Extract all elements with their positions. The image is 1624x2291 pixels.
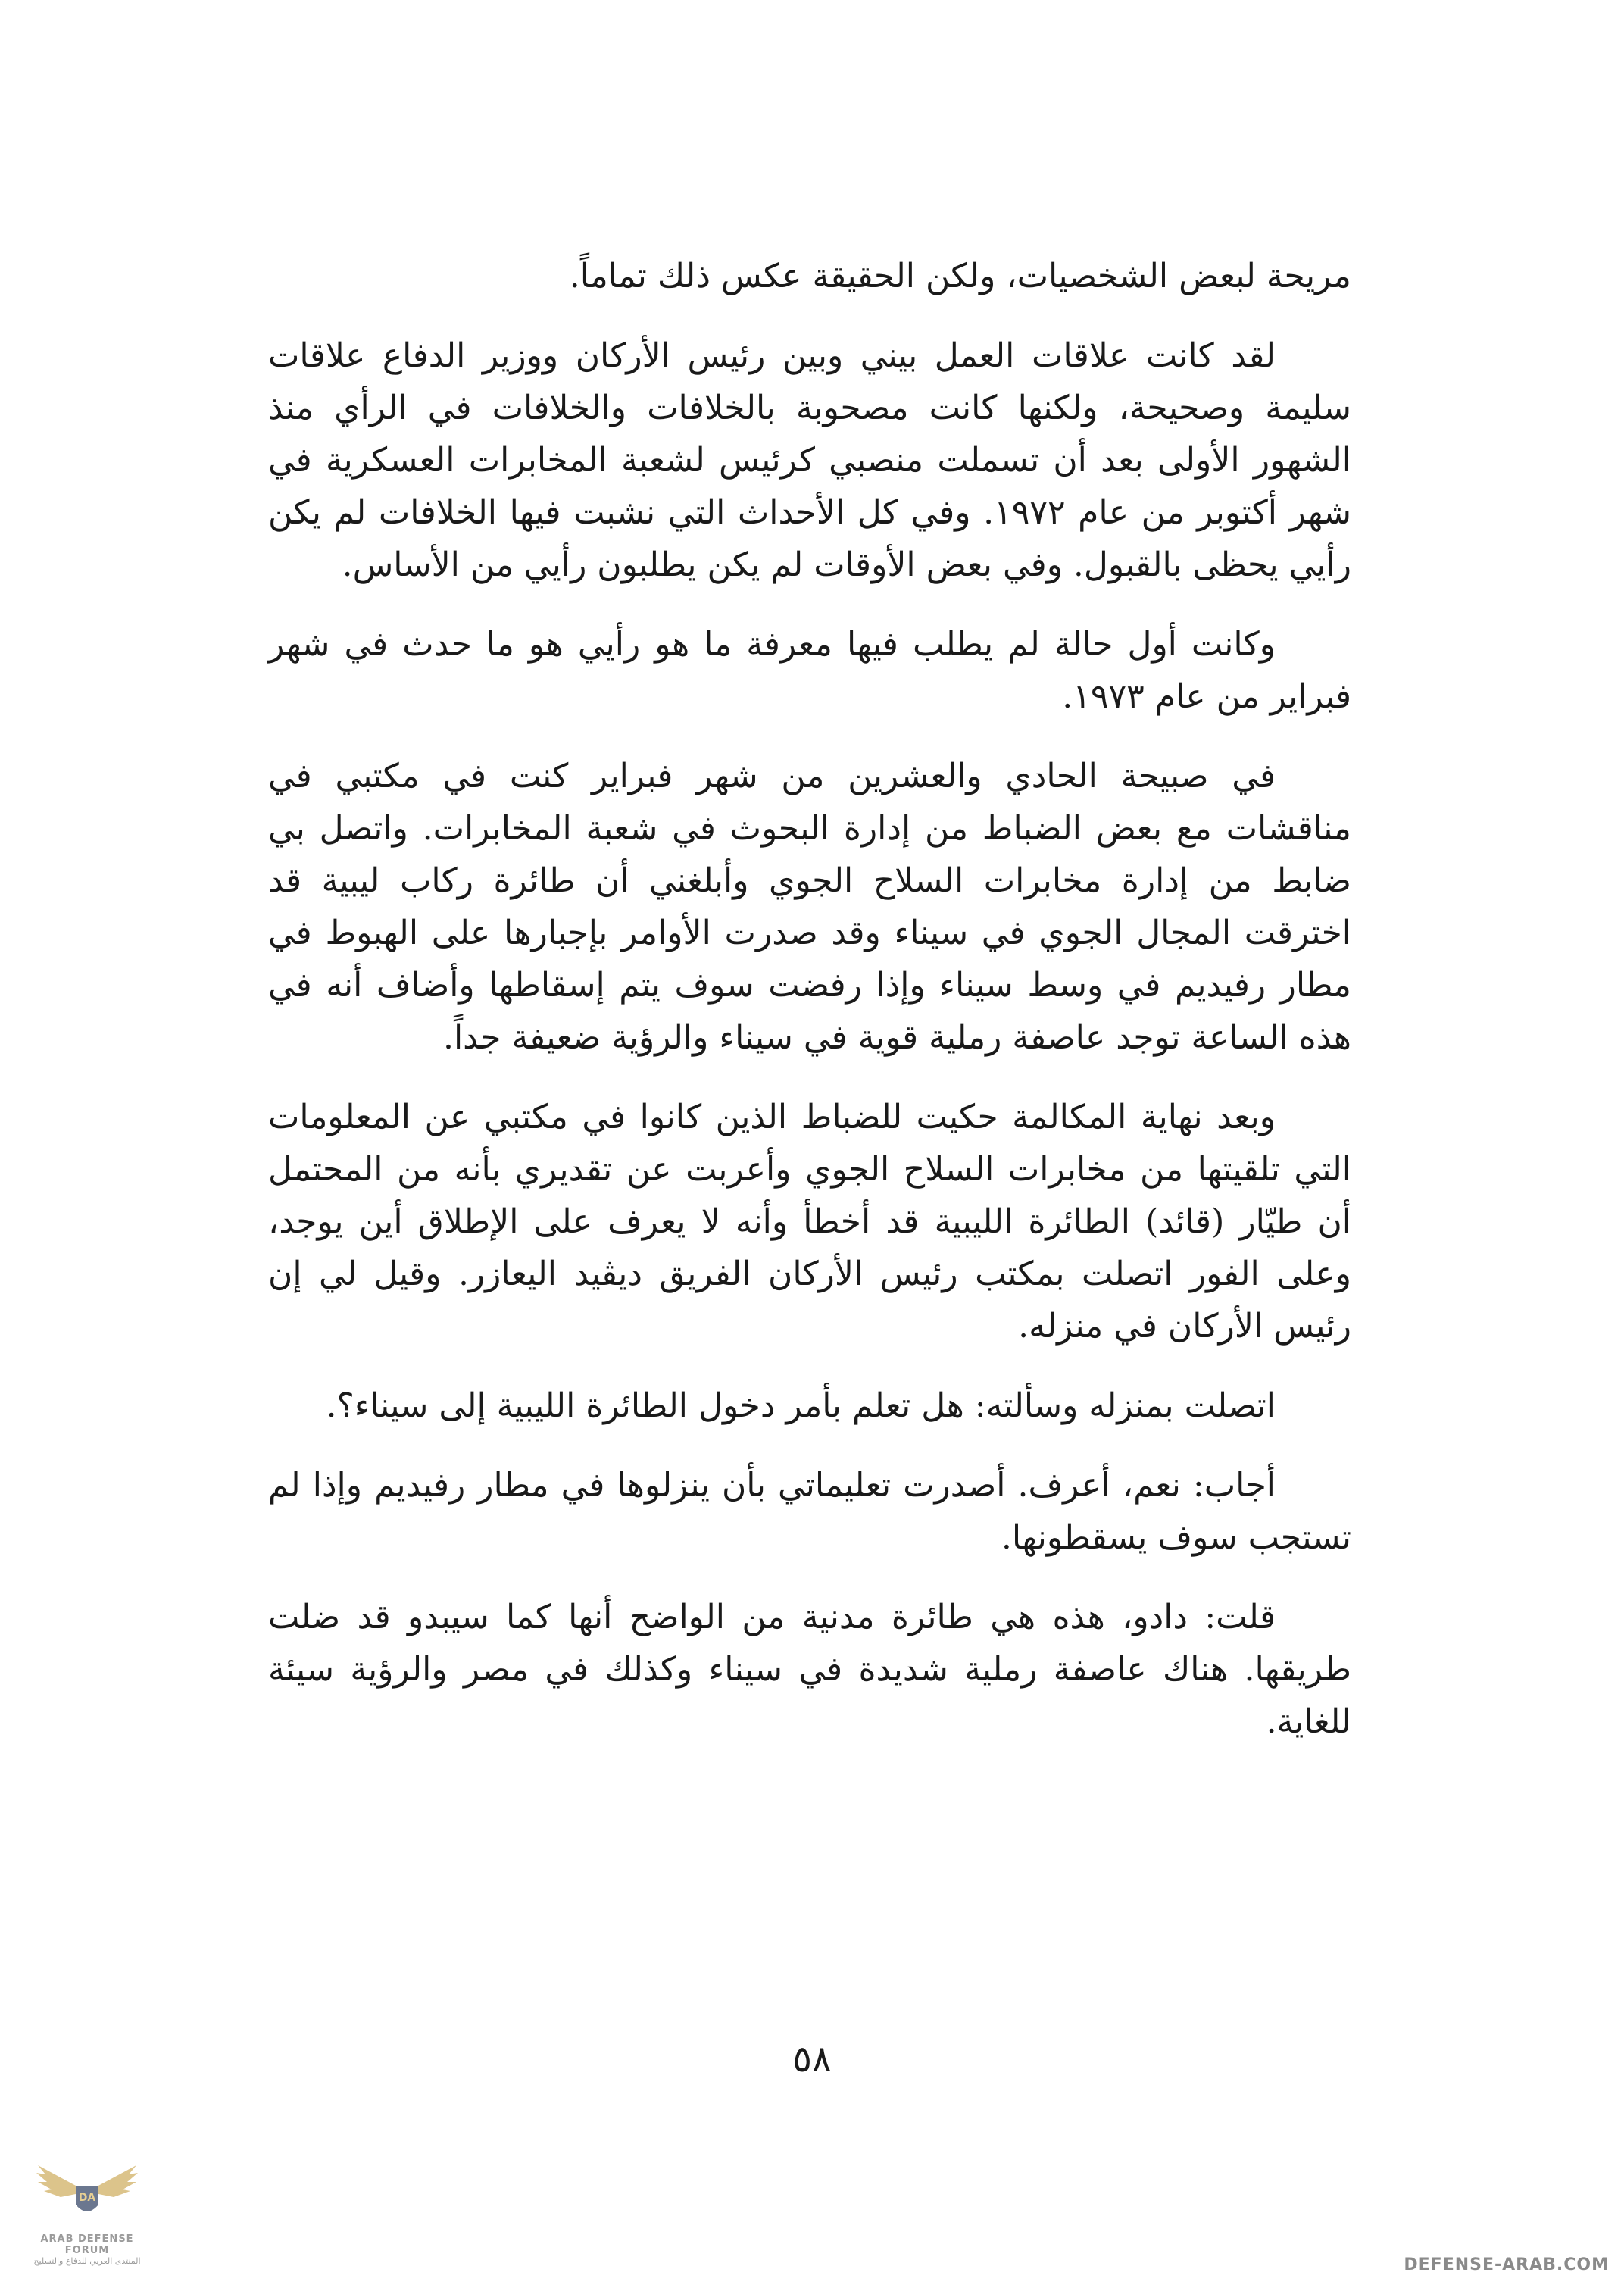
paragraph: وكانت أول حالة لم يطلب فيها معرفة ما هو رأيي هو ما حدث في شهر فبراير من عام ١٩٧٣. [268,625,1351,716]
page-body [268,250,1351,1775]
svg-text:DA: DA [78,2192,96,2204]
paragraph: وبعد نهاية المكالمة حكيت للضباط الذين كانوا في مكتبي عن المعلومات التي تلقيتها من مخابرات السلاح الجوي وأعربت عن تقديري بأنه من المحتمل أن طيّار (قائد) الطائرة الليبية قد أخطأ وأنه لا يعرف على الإطلاق أين يوجد، وعلى الفور اتصلت بمكتب رئيس الأركان الفريق ديڤيد اليعازر. وقيل لي إن رئيس الأركان في منزله. [268,1098,1351,1346]
watermark-url: DEFENSE-ARAB.COM [1404,2255,1609,2274]
eagle-wings-icon [30,2150,144,2233]
logo-title: ARAB DEFENSE FORUM [40,2233,134,2256]
paragraph: لقد كانت علاقات العمل بيني وبين رئيس الأركان ووزير الدفاع علاقات سليمة وصحيحة، ولكنها كانت مصحوبة بالخلافات والخلافات في الرأي منذ الشهور الأولى بعد أن تسملت منصبي كرئيس لشعبة المخابرات العسكرية في شهر أكتوبر من عام ١٩٧٢. وفي كل الأحداث التي نشبت فيها الخلافات لم يكن رأيي يحظى بالقبول. وفي بعض الأوقات لم يكن يطلبون رأيي من الأساس. [268,336,1351,584]
paragraph: أجاب: نعم، أعرف. أصدرت تعليماتي بأن ينزلوها في مطار رفيديم وإذا لم تستجب سوف يسقطونها. [268,1466,1351,1557]
paragraph: اتصلت بمنزله وسألته: هل تعلم بأمر دخول الطائرة الليبية إلى سيناء؟. [326,1386,1276,1425]
forum-logo [30,2150,144,2264]
paragraph: مريحة لبعض الشخصيات، ولكن الحقيقة عكس ذلك تماماً. [569,257,1351,295]
paragraph: في صبيحة الحادي والعشرين من شهر فبراير كنت في مكتبي في مناقشات مع بعض الضباط من إدارة البحوث في شعبة المخابرات. واتصل بي ضابط من إدارة مخابرات السلاح الجوي وأبلغني أن طائرة ركاب ليبية قد اخترقت المجال الجوي في سيناء وقد صدرت الأوامر بإجبارها على الهبوط في مطار رفيديم في وسط سيناء وإذا رفضت سوف يتم إسقاطها وأضاف أنه في هذه الساعة توجد عاصفة رملية قوية في سيناء والرؤية ضعيفة جداً. [268,757,1351,1057]
paragraph: قلت: دادو، هذه هي طائرة مدنية من الواضح أنها كما سيبدو قد ضلت طريقها. هناك عاصفة رملية شديدة في سيناء وكذلك في مصر والرؤية سيئة للغاية. [268,1598,1351,1741]
page-number: ٥٨ [792,2038,832,2080]
logo-subtitle: المنتدى العربي للدفاع والتسليح [33,2256,141,2266]
